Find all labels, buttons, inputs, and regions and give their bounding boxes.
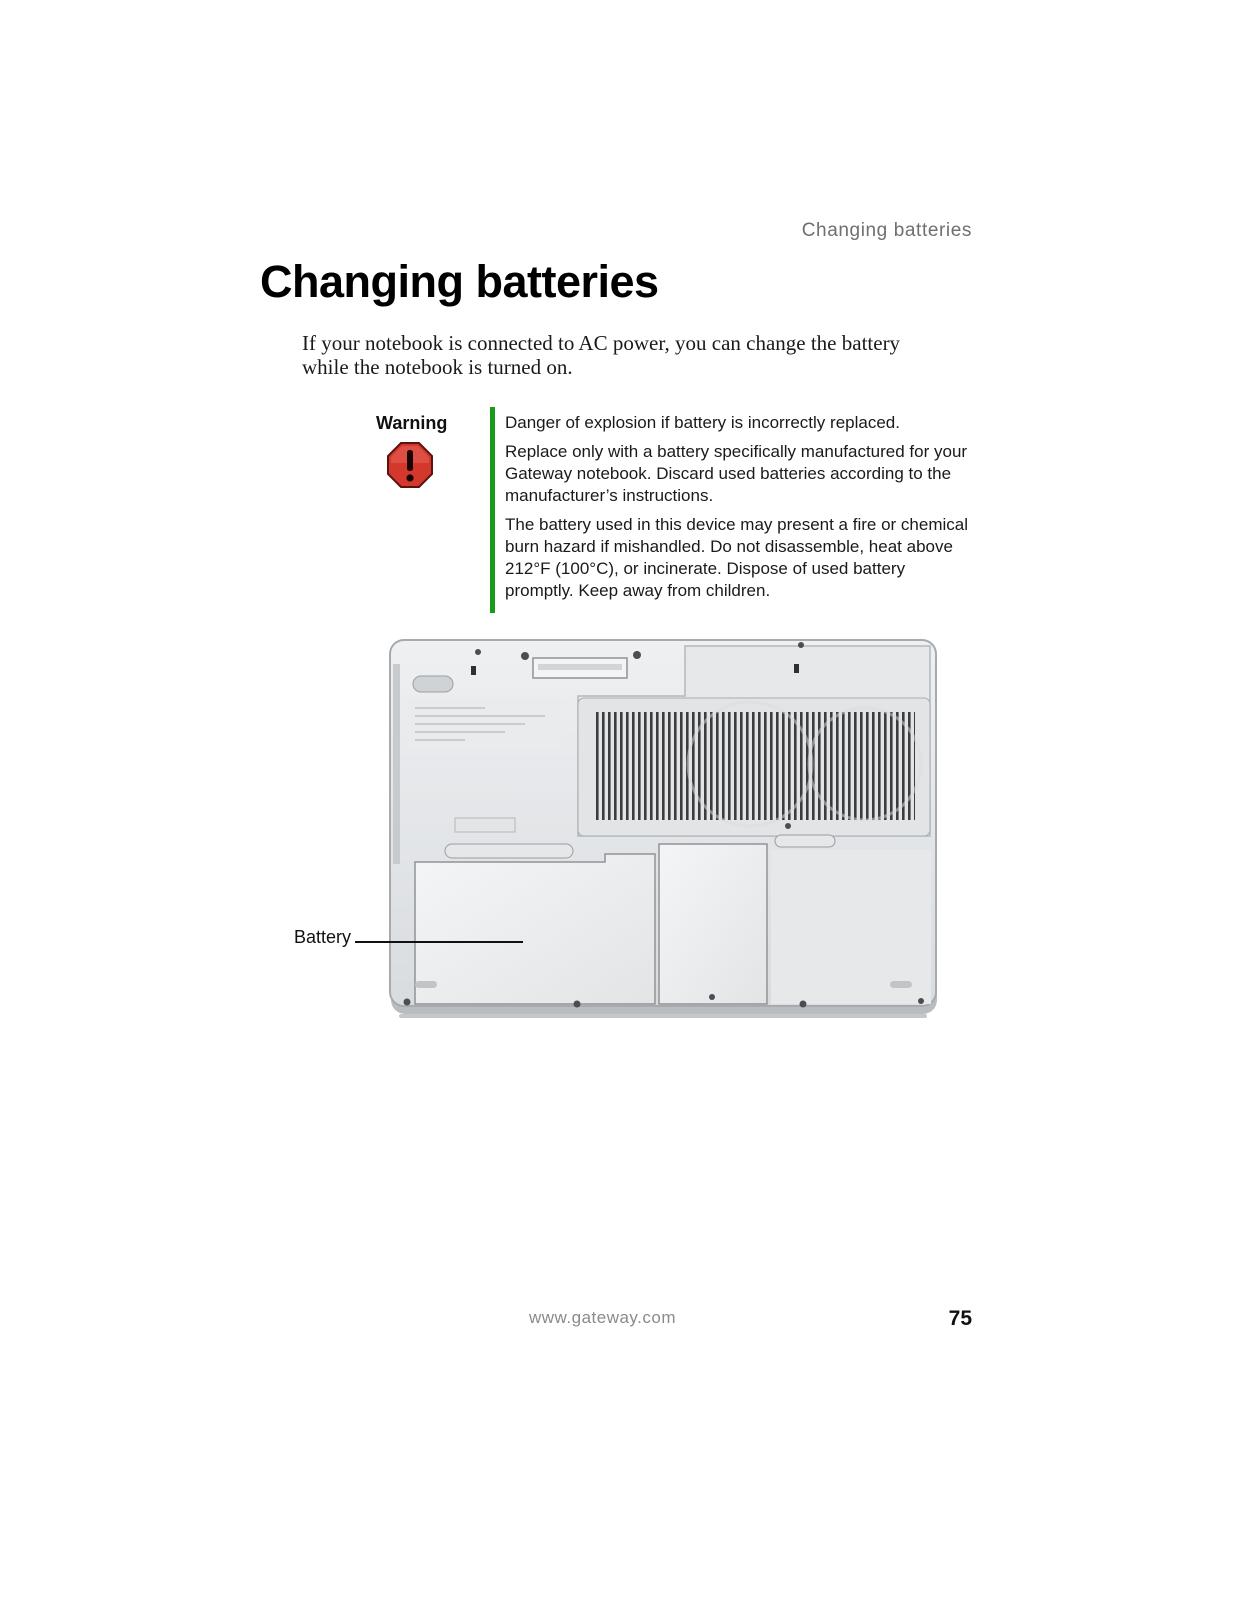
battery-callout-label: Battery <box>294 927 352 947</box>
intro-line-1: If your notebook is connected to AC power, you can change the battery <box>302 331 901 355</box>
warning-label: Warning <box>376 413 448 433</box>
page-number: 75 <box>948 1307 972 1330</box>
warning-paragraph: Danger of explosion if battery is incorrectly replaced. <box>505 413 900 432</box>
intro-paragraph <box>302 331 974 379</box>
warning-paragraph: The battery used in this device may present a fire or chemical burn hazard if mishandled. Do not disassemble, heat above 212°F (100°C), or incinerate. Dispose of used battery promptly. Keep away from children. <box>505 515 968 600</box>
page-title: Changing batteries <box>260 256 659 307</box>
footer-url: www.gateway.com <box>529 1308 677 1327</box>
battery-callout-line <box>355 941 523 943</box>
warning-paragraph: Replace only with a battery specifically manufactured for your Gateway notebook. Discard used batteries according to the manufacturer’s instructions. <box>505 442 968 505</box>
warning-accent-bar <box>490 407 495 613</box>
notebook-underside-photo <box>385 636 941 1020</box>
intro-line-2: while the notebook is turned on. <box>302 355 573 379</box>
warning-text <box>505 412 975 609</box>
warning-octagon-icon <box>386 441 434 489</box>
running-header: Changing batteries <box>801 220 972 241</box>
